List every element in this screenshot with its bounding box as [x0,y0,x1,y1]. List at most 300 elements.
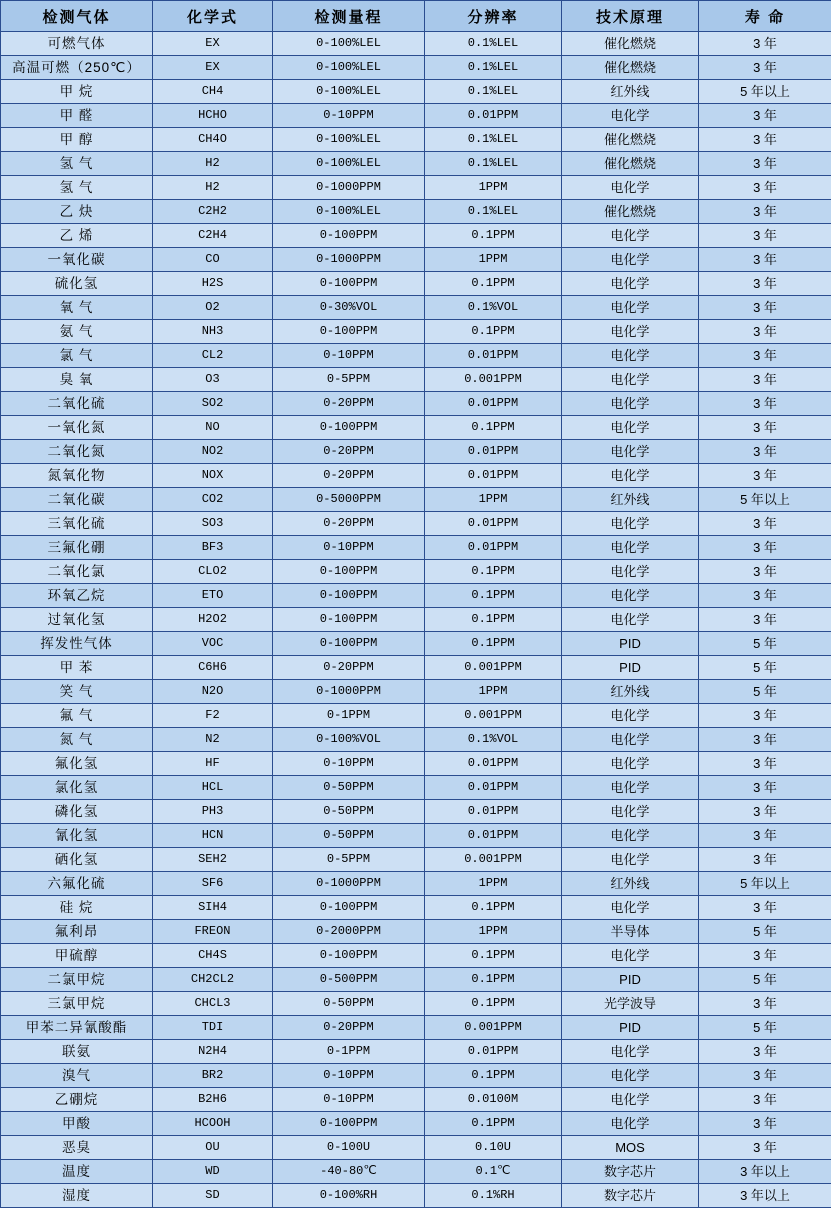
cell-lifetime: 3 年 [699,728,831,752]
cell-lifetime: 3 年 [699,560,831,584]
table-row [1,176,831,200]
cell-resolution: 0.01PPM [425,536,562,560]
cell-gas: 溴气 [1,1064,153,1088]
cell-gas: 氟 气 [1,704,153,728]
cell-principle: 电化学 [562,392,699,416]
cell-lifetime: 3 年 [699,896,831,920]
table-row [1,800,831,824]
cell-range: 0-10PPM [273,752,425,776]
cell-gas: 一氧化碳 [1,248,153,272]
cell-gas: 氮 气 [1,728,153,752]
cell-gas: 笑 气 [1,680,153,704]
cell-lifetime: 3 年 [699,1112,831,1136]
cell-resolution: 0.1PPM [425,224,562,248]
cell-lifetime: 3 年以上 [699,1184,831,1208]
cell-range: 0-100%RH [273,1184,425,1208]
cell-principle: 电化学 [562,824,699,848]
cell-principle: 电化学 [562,848,699,872]
cell-principle: 电化学 [562,944,699,968]
table-row [1,1112,831,1136]
cell-range: 0-100PPM [273,584,425,608]
cell-resolution: 0.1%VOL [425,296,562,320]
cell-resolution: 0.1PPM [425,560,562,584]
cell-gas: 三氯甲烷 [1,992,153,1016]
cell-principle: PID [562,656,699,680]
cell-range: 0-30%VOL [273,296,425,320]
cell-gas: 湿度 [1,1184,153,1208]
cell-lifetime: 3 年 [699,200,831,224]
column-header-lifetime: 寿 命 [699,1,831,32]
cell-gas: 温度 [1,1160,153,1184]
cell-formula: HCOOH [153,1112,273,1136]
cell-range: 0-1PPM [273,704,425,728]
cell-resolution: 0.001PPM [425,368,562,392]
cell-gas: 三氟化硼 [1,536,153,560]
cell-gas: 六氟化硫 [1,872,153,896]
cell-gas: 氧 气 [1,296,153,320]
cell-range: 0-100PPM [273,560,425,584]
cell-lifetime: 5 年以上 [699,80,831,104]
cell-formula: BR2 [153,1064,273,1088]
cell-formula: NH3 [153,320,273,344]
table-row [1,608,831,632]
cell-formula: CL2 [153,344,273,368]
cell-principle: 电化学 [562,416,699,440]
cell-resolution: 0.01PPM [425,1040,562,1064]
cell-formula: HCN [153,824,273,848]
cell-range: 0-10PPM [273,536,425,560]
cell-gas: 硒化氢 [1,848,153,872]
cell-gas: 二氯甲烷 [1,968,153,992]
cell-formula: SO3 [153,512,273,536]
cell-principle: 数字芯片 [562,1184,699,1208]
cell-principle: 电化学 [562,512,699,536]
cell-formula: NOX [153,464,273,488]
cell-resolution: 0.10U [425,1136,562,1160]
cell-lifetime: 3 年 [699,152,831,176]
cell-lifetime: 3 年 [699,392,831,416]
cell-range: 0-100%VOL [273,728,425,752]
table-row [1,1088,831,1112]
cell-gas: 挥发性气体 [1,632,153,656]
cell-lifetime: 3 年 [699,464,831,488]
table-row [1,896,831,920]
cell-lifetime: 5 年 [699,1016,831,1040]
cell-range: 0-5PPM [273,368,425,392]
cell-resolution: 1PPM [425,176,562,200]
table-row [1,296,831,320]
cell-principle: 电化学 [562,248,699,272]
cell-resolution: 0.01PPM [425,800,562,824]
cell-principle: 电化学 [562,896,699,920]
cell-formula: B2H6 [153,1088,273,1112]
cell-resolution: 0.01PPM [425,104,562,128]
cell-principle: 红外线 [562,488,699,512]
table-row [1,320,831,344]
cell-range: 0-1000PPM [273,872,425,896]
cell-resolution: 0.1PPM [425,992,562,1016]
cell-gas: 甲苯二异氰酸酯 [1,1016,153,1040]
cell-lifetime: 3 年 [699,320,831,344]
cell-principle: PID [562,968,699,992]
cell-range: 0-10PPM [273,104,425,128]
cell-principle: 电化学 [562,1112,699,1136]
cell-range: 0-20PPM [273,440,425,464]
cell-resolution: 0.1%LEL [425,152,562,176]
cell-lifetime: 3 年 [699,944,831,968]
table-row [1,248,831,272]
table-row [1,56,831,80]
cell-range: 0-20PPM [273,464,425,488]
column-header-resolution: 分辨率 [425,1,562,32]
cell-lifetime: 3 年 [699,512,831,536]
cell-gas: 硫化氢 [1,272,153,296]
cell-range: 0-50PPM [273,776,425,800]
cell-resolution: 0.01PPM [425,392,562,416]
cell-resolution: 0.1PPM [425,968,562,992]
table-row [1,968,831,992]
cell-range: 0-100PPM [273,632,425,656]
cell-resolution: 0.1%LEL [425,80,562,104]
table-row [1,560,831,584]
cell-formula: HCHO [153,104,273,128]
cell-principle: 电化学 [562,1088,699,1112]
cell-principle: 催化燃烧 [562,152,699,176]
table-row [1,944,831,968]
cell-lifetime: 3 年 [699,824,831,848]
column-header-gas: 检测气体 [1,1,153,32]
cell-range: -40-80℃ [273,1160,425,1184]
cell-principle: 电化学 [562,344,699,368]
cell-resolution: 0.1%LEL [425,200,562,224]
cell-range: 0-100PPM [273,944,425,968]
table-row [1,1016,831,1040]
cell-formula: SD [153,1184,273,1208]
cell-principle: PID [562,632,699,656]
cell-lifetime: 3 年 [699,176,831,200]
cell-formula: CHCL3 [153,992,273,1016]
cell-gas: 氟化氢 [1,752,153,776]
cell-formula: H2 [153,176,273,200]
cell-range: 0-100PPM [273,1112,425,1136]
table-row [1,272,831,296]
cell-principle: 催化燃烧 [562,56,699,80]
cell-formula: N2O [153,680,273,704]
cell-gas: 一氧化氮 [1,416,153,440]
cell-principle: 电化学 [562,320,699,344]
cell-principle: 电化学 [562,1064,699,1088]
cell-lifetime: 5 年 [699,968,831,992]
cell-resolution: 0.0100M [425,1088,562,1112]
cell-formula: C6H6 [153,656,273,680]
cell-resolution: 0.1%LEL [425,32,562,56]
cell-principle: 催化燃烧 [562,128,699,152]
cell-principle: 电化学 [562,752,699,776]
table-body [1,32,831,1208]
cell-formula: CO [153,248,273,272]
cell-principle: 红外线 [562,680,699,704]
cell-range: 0-100U [273,1136,425,1160]
cell-principle: 催化燃烧 [562,32,699,56]
table-row [1,680,831,704]
cell-range: 0-5PPM [273,848,425,872]
cell-range: 0-500PPM [273,968,425,992]
cell-lifetime: 3 年 [699,584,831,608]
cell-resolution: 1PPM [425,248,562,272]
cell-range: 0-1PPM [273,1040,425,1064]
cell-lifetime: 3 年 [699,128,831,152]
cell-gas: 氮氧化物 [1,464,153,488]
cell-range: 0-20PPM [273,392,425,416]
cell-range: 0-1000PPM [273,248,425,272]
cell-principle: 红外线 [562,872,699,896]
cell-gas: 高温可燃（250℃） [1,56,153,80]
cell-resolution: 0.01PPM [425,752,562,776]
cell-formula: ETO [153,584,273,608]
cell-principle: 半导体 [562,920,699,944]
cell-resolution: 0.001PPM [425,848,562,872]
cell-range: 0-2000PPM [273,920,425,944]
table-row [1,104,831,128]
cell-lifetime: 5 年 [699,656,831,680]
cell-resolution: 0.01PPM [425,344,562,368]
cell-resolution: 1PPM [425,920,562,944]
cell-formula: EX [153,32,273,56]
cell-range: 0-100%LEL [273,80,425,104]
cell-principle: 数字芯片 [562,1160,699,1184]
cell-resolution: 1PPM [425,872,562,896]
cell-gas: 磷化氢 [1,800,153,824]
cell-gas: 甲 醛 [1,104,153,128]
table-row [1,344,831,368]
cell-formula: SO2 [153,392,273,416]
cell-resolution: 0.1PPM [425,1064,562,1088]
cell-formula: HF [153,752,273,776]
cell-gas: 二氧化氯 [1,560,153,584]
cell-resolution: 0.1%VOL [425,728,562,752]
cell-range: 0-50PPM [273,824,425,848]
cell-range: 0-10PPM [273,1064,425,1088]
cell-lifetime: 3 年 [699,752,831,776]
cell-gas: 氰化氢 [1,824,153,848]
cell-lifetime: 3 年 [699,272,831,296]
cell-range: 0-1000PPM [273,176,425,200]
cell-range: 0-10PPM [273,1088,425,1112]
cell-range: 0-100%LEL [273,32,425,56]
cell-principle: 红外线 [562,80,699,104]
cell-gas: 环氧乙烷 [1,584,153,608]
table-row [1,632,831,656]
cell-gas: 甲 苯 [1,656,153,680]
cell-lifetime: 3 年 [699,56,831,80]
table-row [1,824,831,848]
cell-formula: O3 [153,368,273,392]
table-row [1,128,831,152]
cell-resolution: 0.01PPM [425,776,562,800]
cell-range: 0-100PPM [273,272,425,296]
cell-gas: 氨 气 [1,320,153,344]
table-header [1,1,831,32]
table-row [1,512,831,536]
cell-gas: 氢 气 [1,176,153,200]
cell-formula: SF6 [153,872,273,896]
cell-range: 0-50PPM [273,800,425,824]
cell-principle: 电化学 [562,176,699,200]
cell-lifetime: 3 年 [699,848,831,872]
cell-principle: 电化学 [562,584,699,608]
cell-principle: 电化学 [562,464,699,488]
cell-formula: TDI [153,1016,273,1040]
cell-lifetime: 3 年 [699,1064,831,1088]
cell-lifetime: 5 年 [699,632,831,656]
cell-resolution: 0.001PPM [425,1016,562,1040]
cell-formula: SEH2 [153,848,273,872]
table-header-row [1,1,831,32]
table-row [1,1184,831,1208]
table-row [1,416,831,440]
cell-lifetime: 3 年 [699,704,831,728]
cell-formula: CH4O [153,128,273,152]
table-row [1,920,831,944]
cell-range: 0-100PPM [273,896,425,920]
cell-formula: NO [153,416,273,440]
cell-principle: 电化学 [562,608,699,632]
cell-formula: SIH4 [153,896,273,920]
table-row [1,1160,831,1184]
cell-lifetime: 3 年 [699,248,831,272]
table-row [1,656,831,680]
table-row [1,200,831,224]
cell-lifetime: 3 年以上 [699,1160,831,1184]
cell-formula: OU [153,1136,273,1160]
cell-resolution: 0.1PPM [425,608,562,632]
cell-formula: FREON [153,920,273,944]
cell-lifetime: 3 年 [699,224,831,248]
cell-range: 0-100PPM [273,320,425,344]
cell-resolution: 0.1%LEL [425,56,562,80]
cell-resolution: 0.1PPM [425,584,562,608]
cell-resolution: 0.01PPM [425,824,562,848]
cell-resolution: 0.1PPM [425,632,562,656]
cell-range: 0-100%LEL [273,56,425,80]
table-row [1,992,831,1016]
cell-gas: 臭 氧 [1,368,153,392]
cell-formula: C2H4 [153,224,273,248]
cell-formula: N2 [153,728,273,752]
cell-range: 0-20PPM [273,512,425,536]
table-row [1,488,831,512]
cell-formula: EX [153,56,273,80]
cell-resolution: 0.1PPM [425,944,562,968]
cell-lifetime: 3 年 [699,536,831,560]
cell-resolution: 0.1PPM [425,1112,562,1136]
cell-formula: CH4S [153,944,273,968]
cell-resolution: 0.1PPM [425,896,562,920]
cell-gas: 过氧化氢 [1,608,153,632]
cell-principle: 电化学 [562,560,699,584]
cell-formula: CH2CL2 [153,968,273,992]
cell-lifetime: 3 年 [699,1040,831,1064]
cell-principle: 电化学 [562,272,699,296]
table-row [1,1136,831,1160]
table-row [1,224,831,248]
cell-lifetime: 3 年 [699,104,831,128]
cell-lifetime: 3 年 [699,440,831,464]
cell-resolution: 0.1PPM [425,416,562,440]
cell-lifetime: 3 年 [699,1136,831,1160]
cell-formula: HCL [153,776,273,800]
table-row [1,368,831,392]
column-header-range: 检测量程 [273,1,425,32]
cell-gas: 二氧化氮 [1,440,153,464]
table-row [1,848,831,872]
cell-gas: 联氨 [1,1040,153,1064]
cell-formula: N2H4 [153,1040,273,1064]
cell-formula: CO2 [153,488,273,512]
table-row [1,464,831,488]
cell-gas: 氯化氢 [1,776,153,800]
cell-formula: O2 [153,296,273,320]
cell-principle: 电化学 [562,704,699,728]
cell-principle: 电化学 [562,440,699,464]
table-row [1,536,831,560]
cell-range: 0-1000PPM [273,680,425,704]
cell-gas: 乙 炔 [1,200,153,224]
cell-formula: C2H2 [153,200,273,224]
cell-resolution: 0.01PPM [425,464,562,488]
table-row [1,392,831,416]
cell-principle: 电化学 [562,368,699,392]
cell-range: 0-100PPM [273,416,425,440]
cell-resolution: 0.1PPM [425,320,562,344]
cell-principle: 电化学 [562,224,699,248]
cell-principle: 电化学 [562,800,699,824]
table-row [1,752,831,776]
table-row [1,728,831,752]
cell-resolution: 1PPM [425,680,562,704]
cell-principle: 催化燃烧 [562,200,699,224]
cell-lifetime: 3 年 [699,416,831,440]
cell-lifetime: 3 年 [699,608,831,632]
table-row [1,584,831,608]
cell-resolution: 0.1PPM [425,272,562,296]
cell-range: 0-100%LEL [273,200,425,224]
cell-lifetime: 5 年 [699,680,831,704]
cell-principle: 光学波导 [562,992,699,1016]
cell-gas: 氯 气 [1,344,153,368]
cell-lifetime: 5 年以上 [699,488,831,512]
table-row [1,80,831,104]
cell-lifetime: 3 年 [699,32,831,56]
cell-gas: 二氧化碳 [1,488,153,512]
cell-principle: 电化学 [562,776,699,800]
cell-range: 0-10PPM [273,344,425,368]
cell-gas: 甲 烷 [1,80,153,104]
cell-resolution: 0.001PPM [425,656,562,680]
cell-formula: VOC [153,632,273,656]
cell-formula: F2 [153,704,273,728]
cell-formula: WD [153,1160,273,1184]
cell-lifetime: 3 年 [699,368,831,392]
cell-principle: PID [562,1016,699,1040]
cell-range: 0-100PPM [273,224,425,248]
table-row [1,1064,831,1088]
cell-lifetime: 5 年 [699,920,831,944]
cell-resolution: 1PPM [425,488,562,512]
column-header-principle: 技术原理 [562,1,699,32]
cell-gas: 三氧化硫 [1,512,153,536]
table-row [1,872,831,896]
